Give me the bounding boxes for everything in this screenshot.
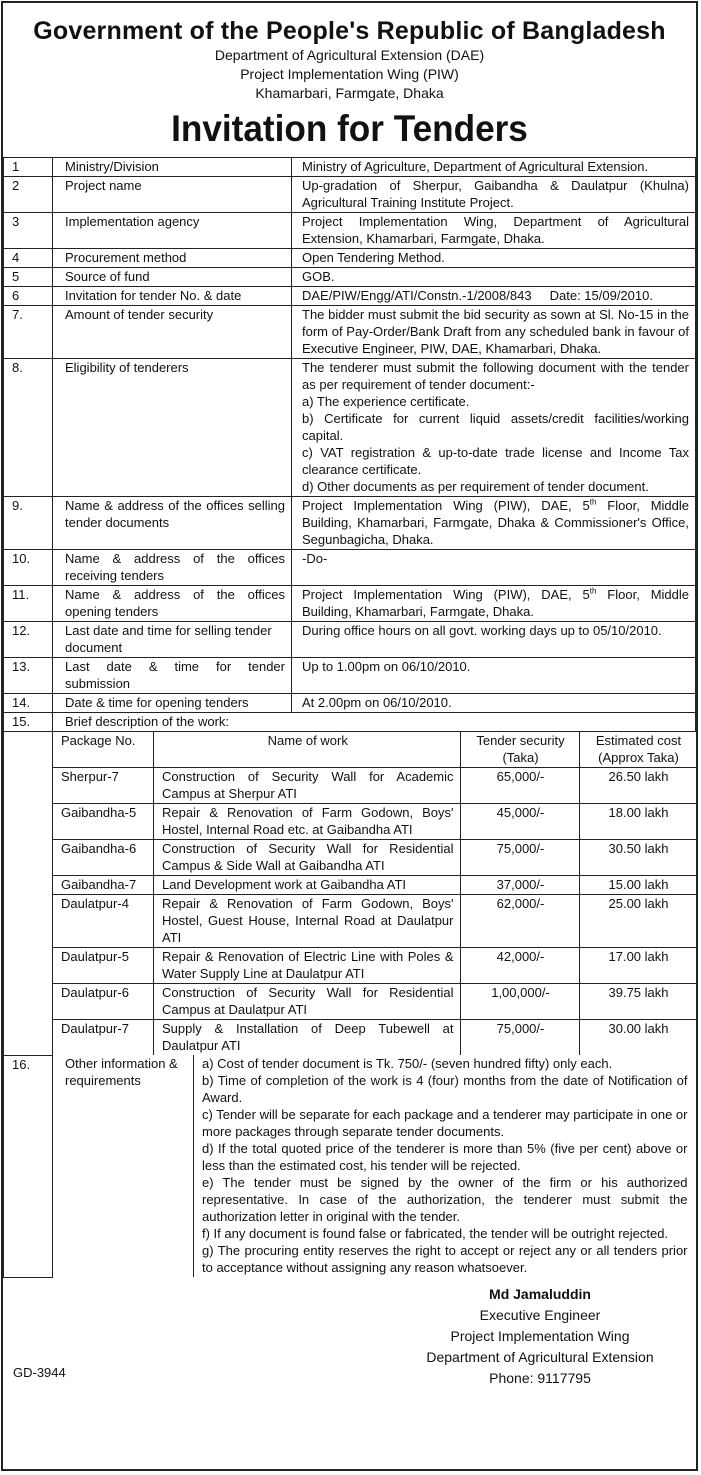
table-row [4, 306, 696, 359]
row-number: 6 [4, 287, 53, 306]
row-value: Ministry of Agriculture, Department of Agricultural Extension. [292, 158, 696, 177]
table-row [53, 984, 696, 1020]
work-name: Repair & Renovation of Farm Godown, Boys' Hostel, Internal Road etc. at Gaibandha ATI [154, 804, 461, 840]
row-label: Ministry/Division [53, 158, 292, 177]
row-value: During office hours on all govt. working days up to 05/10/2010. [292, 622, 696, 658]
package-no: Daulatpur-4 [53, 895, 154, 948]
row-number: 12. [4, 622, 53, 658]
row-label: Other information & requirements [53, 1055, 194, 1277]
row-number: 8. [4, 359, 53, 497]
tender-security: 75,000/- [460, 840, 579, 876]
row-value: -Do- [292, 550, 696, 586]
table-row [53, 768, 696, 804]
table-row [4, 359, 696, 497]
estimated-cost: 18.00 lakh [579, 804, 696, 840]
superscript: th [589, 497, 597, 507]
list-item: c) Tender will be separate for each package and a tenderer may participate in one or more packages through separate tender documents. [202, 1107, 688, 1139]
tender-security: 62,000/- [460, 895, 579, 948]
value-part: Project Implementation Wing (PIW), DAE, 5 [302, 587, 590, 602]
package-no: Daulatpur-5 [53, 948, 154, 984]
package-no: Gaibandha-5 [53, 804, 154, 840]
signatory-phone: Phone: 9117795 [489, 1369, 591, 1386]
tender-table [3, 157, 696, 1278]
row-label: Name & address of the offices selling tender documents [53, 497, 292, 550]
estimated-cost: 17.00 lakh [579, 948, 696, 984]
notice-code: GD-3944 [13, 1364, 66, 1380]
estimated-cost: 25.00 lakh [579, 895, 696, 948]
other-info-table [53, 1055, 696, 1277]
row-number: 14. [4, 694, 53, 713]
eligibility-intro: The tenderer must submit the following document with the tender as per requirement of tender document:- [302, 360, 689, 392]
value-part: Project Implementation Wing (PIW), DAE, 5 [302, 498, 590, 513]
table-row [53, 948, 696, 984]
list-item: e) The tender must be signed by the owner of the firm or his authorized representative. In case of the authorization, the tenderer must submit the authorization letter in original with the tender. [202, 1175, 688, 1224]
works-cell [53, 732, 696, 1056]
row-number: 3 [4, 213, 53, 249]
row-number: 13. [4, 658, 53, 694]
other-info-row [53, 1055, 696, 1277]
work-name: Repair & Renovation of Electric Line with Poles & Water Supply Line at Daulatpur ATI [154, 948, 461, 984]
work-name: Construction of Security Wall for Academic Campus at Sherpur ATI [154, 768, 461, 804]
table-row [4, 1055, 696, 1277]
address: Khamarbari, Farmgate, Dhaka [255, 85, 444, 101]
table-row [53, 876, 696, 895]
table-row [4, 158, 696, 177]
row-label: Date & time for opening tenders [53, 694, 292, 713]
row-number: 16. [4, 1055, 53, 1277]
table-row [4, 658, 696, 694]
table-row [4, 249, 696, 268]
row-number: 5 [4, 268, 53, 287]
signatory-department: Department of Agricultural Extension [426, 1348, 654, 1365]
value-part: Floor, Middle Building, Khamarbari, Farmgate, Dhaka. [302, 587, 689, 619]
package-no: Daulatpur-6 [53, 984, 154, 1020]
table-row [4, 177, 696, 213]
table-row [4, 694, 696, 713]
work-name: Supply & Installation of Deep Tubewell at Daulatpur ATI [154, 1020, 461, 1056]
works-row [4, 732, 696, 1056]
row-number: 2 [4, 177, 53, 213]
table-row [4, 268, 696, 287]
row-value [194, 1055, 696, 1277]
tender-security: 42,000/- [460, 948, 579, 984]
list-item: d) If the total quoted price of the tenderer is more than 5% (five per cent) above or less than the estimated cost, his tender will be rejected. [202, 1141, 688, 1173]
list-item: c) VAT registration & up-to-date trade license and Income Tax clearance certificate. [302, 445, 689, 477]
row-number: 11. [4, 586, 53, 622]
row-label: Name & address of the offices receiving tenders [53, 550, 292, 586]
row-label: Brief description of the work: [53, 713, 696, 732]
tender-security: 65,000/- [460, 768, 579, 804]
row-label: Amount of tender security [53, 306, 292, 359]
row-label: Name & address of the offices opening tenders [53, 586, 292, 622]
table-row [53, 895, 696, 948]
tender-security: 1,00,000/- [460, 984, 579, 1020]
column-header: Estimated cost (Approx Taka) [579, 732, 696, 768]
row-label: Project name [53, 177, 292, 213]
row-value: Up-gradation of Sherpur, Gaibandha & Daulatpur (Khulna) Agricultural Training Institute Project. [292, 177, 696, 213]
signatory-name: Md Jamaluddin [489, 1285, 591, 1302]
row-value: Project Implementation Wing, Department of Agricultural Extension, Khamarbari, Farmgate, Dhaka. [292, 213, 696, 249]
row-number: 4 [4, 249, 53, 268]
table-row [53, 1020, 696, 1056]
table-row [4, 497, 696, 550]
tender-notice [1, 1, 698, 1471]
row-value: DAE/PIW/Engg/ATI/Constn.-1/2008/843 Date: 15/09/2010. [292, 287, 696, 306]
row-label: Last date & time for tender submission [53, 658, 292, 694]
signature-block [410, 1284, 670, 1389]
signature-area [3, 1278, 696, 1389]
list-item: d) Other documents as per requirement of tender document. [302, 479, 649, 494]
list-item: a) The experience certificate. [302, 394, 470, 409]
table-row [4, 586, 696, 622]
tender-security: 75,000/- [460, 1020, 579, 1056]
value-part: Floor, Middle Building, Khamarbari, Farmgate, Dhaka & Commissioner's Office, Segunbagicha, Dhaka. [302, 498, 689, 547]
row-value: The bidder must submit the bid security as sown at Sl. No-15 in the form of Pay-Order/Bank Draft from any scheduled bank in favour of Executive Engineer, PIW, DAE, Khamarbari, Dhaka. [292, 306, 696, 359]
row-value: At 2.00pm on 06/10/2010. [292, 694, 696, 713]
work-name: Land Development work at Gaibandha ATI [154, 876, 461, 895]
list-item: f) If any document is found false or fabricated, the tender will be outright rejected. [202, 1226, 669, 1241]
table-row [53, 804, 696, 840]
column-header: Package No. [53, 732, 154, 768]
tender-security: 45,000/- [460, 804, 579, 840]
header [3, 17, 696, 151]
row-number-blank [4, 732, 53, 1056]
work-name: Repair & Renovation of Farm Godown, Boys' Hostel, Guest House, Internal Road at Daulatpur ATI [154, 895, 461, 948]
row-value: Up to 1.00pm on 06/10/2010. [292, 658, 696, 694]
table-row [53, 840, 696, 876]
page-title: Invitation for Tenders [171, 108, 528, 149]
list-item: g) The procuring entity reserves the right to accept or reject any or all tenders prior to acceptance without assigning any reason whatsoever. [202, 1243, 688, 1275]
row-number: 15. [4, 713, 53, 732]
row-value: Open Tendering Method. [292, 249, 696, 268]
works-header [53, 732, 696, 768]
estimated-cost: 26.50 lakh [579, 768, 696, 804]
row-label: Last date and time for selling tender document [53, 622, 292, 658]
list-item: b) Time of completion of the work is 4 (four) months from the date of Notification of Award. [202, 1073, 688, 1105]
table-row [4, 550, 696, 586]
estimated-cost: 39.75 lakh [579, 984, 696, 1020]
list-item: a) Cost of tender document is Tk. 750/- (seven hundred fifty) only each. [202, 1056, 613, 1071]
estimated-cost: 30.50 lakh [579, 840, 696, 876]
row-number: 10. [4, 550, 53, 586]
table-row [4, 287, 696, 306]
list-item: b) Certificate for current liquid assets/credit facilities/working capital. [302, 411, 689, 443]
estimated-cost: 15.00 lakh [579, 876, 696, 895]
row-value [292, 497, 696, 550]
estimated-cost: 30.00 lakh [579, 1020, 696, 1056]
works-table [53, 732, 696, 1055]
column-header: Tender security (Taka) [460, 732, 579, 768]
row-label: Source of fund [53, 268, 292, 287]
work-name: Construction of Security Wall for Residential Campus at Daulatpur ATI [154, 984, 461, 1020]
table-row [4, 713, 696, 732]
row-label: Eligibility of tenderers [53, 359, 292, 497]
row-number: 7. [4, 306, 53, 359]
government-title: Government of the People's Republic of Bangladesh [33, 17, 666, 45]
row-value [292, 586, 696, 622]
signatory-wing: Project Implementation Wing [450, 1327, 630, 1344]
package-no: Gaibandha-6 [53, 840, 154, 876]
package-no: Gaibandha-7 [53, 876, 154, 895]
package-no: Daulatpur-7 [53, 1020, 154, 1056]
wing-name: Project Implementation Wing (PIW) [240, 66, 459, 82]
row-label: Invitation for tender No. & date [53, 287, 292, 306]
superscript: th [589, 586, 597, 596]
work-name: Construction of Security Wall for Residential Campus & Side Wall at Gaibandha ATI [154, 840, 461, 876]
row-value: GOB. [292, 268, 696, 287]
table-row [4, 622, 696, 658]
signatory-title: Executive Engineer [479, 1306, 601, 1323]
department-name: Department of Agricultural Extension (DAE) [214, 47, 485, 63]
package-no: Sherpur-7 [53, 768, 154, 804]
table-row [4, 213, 696, 249]
row-value [292, 359, 696, 497]
row-label: Procurement method [53, 249, 292, 268]
row-label: Implementation agency [53, 213, 292, 249]
row-number: 9. [4, 497, 53, 550]
column-header: Name of work [154, 732, 461, 768]
other-info-cell [53, 1055, 696, 1277]
row-number: 1 [4, 158, 53, 177]
tender-security: 37,000/- [460, 876, 579, 895]
